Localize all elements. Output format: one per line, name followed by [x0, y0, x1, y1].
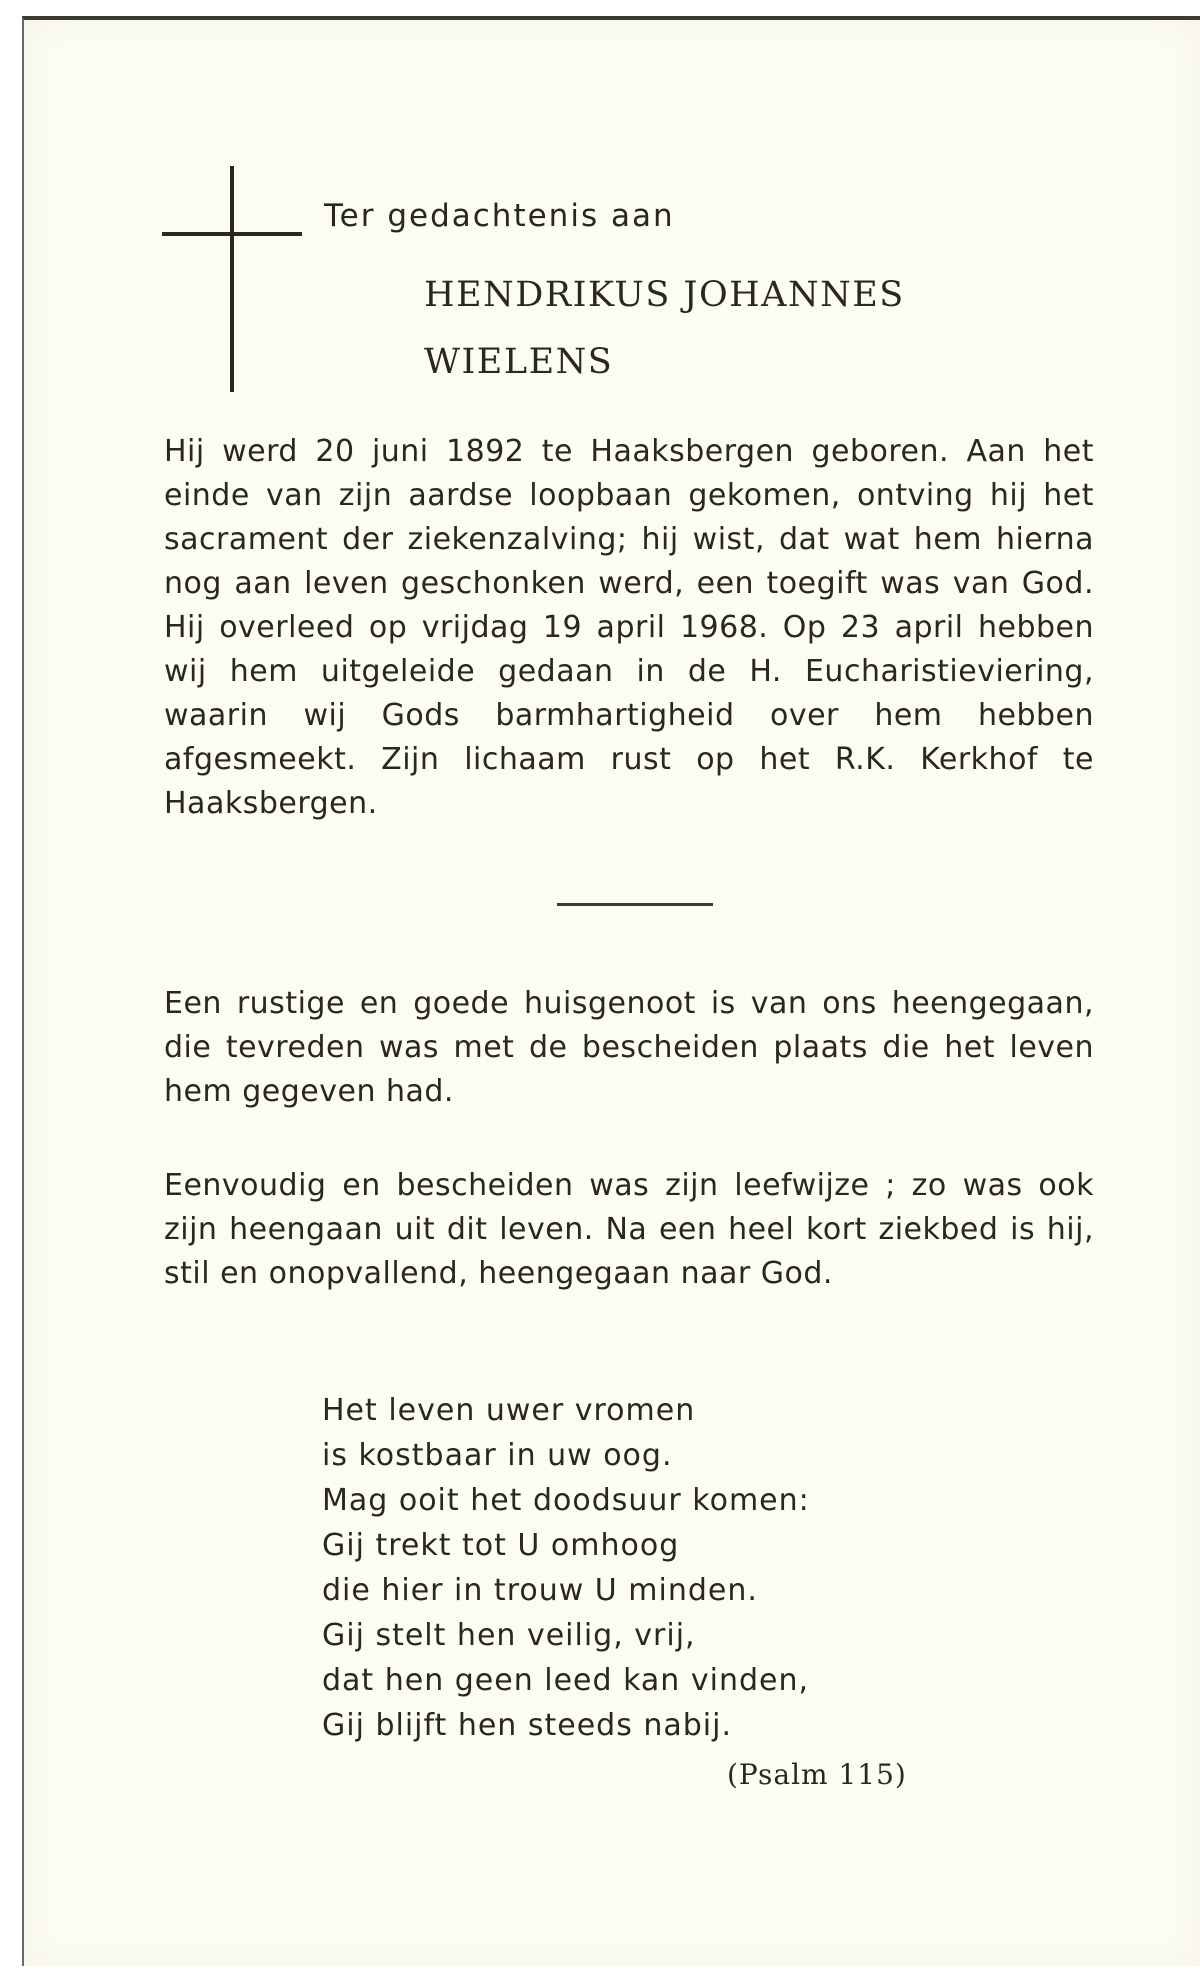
- tribute-paragraph-1: Een rustige en goede huisgenoot is van ons heengegaan, die tevreden was met de bescheiden plaats die het leven hem gegeven had.: [164, 986, 1094, 1109]
- deceased-name-first: HENDRIKUS JOHANNES: [424, 275, 905, 315]
- poem-line: Gij stelt hen veilig, vrij,: [322, 1618, 696, 1653]
- tribute-paragraph-2: Eenvoudig en bescheiden was zijn leefwijze ; zo was ook zijn heengaan uit dit leven. Na een heel kort ziekbed is hij, stil en onopvallend, heengegaan naar God.: [164, 1168, 1094, 1291]
- poem-line: Gij blijft hen steeds nabij.: [322, 1708, 733, 1743]
- cross-icon: [230, 166, 234, 392]
- psalm-citation: (Psalm 115): [727, 1758, 907, 1791]
- poem: [322, 1388, 810, 1748]
- section-divider: [557, 903, 713, 906]
- poem-line: Gij trekt tot U omhoog: [322, 1528, 680, 1563]
- intro-text: Ter gedachtenis aan: [324, 198, 675, 234]
- poem-line: die hier in trouw U minden.: [322, 1573, 758, 1608]
- poem-line: dat hen geen leed kan vinden,: [322, 1663, 810, 1698]
- poem-line: Mag ooit het doodsuur komen:: [322, 1483, 810, 1518]
- memorial-card: [22, 16, 1200, 1966]
- deceased-name-last: WIELENS: [424, 342, 614, 382]
- poem-line: Het leven uwer vromen: [322, 1393, 696, 1428]
- biography-paragraph: Hij werd 20 juni 1892 te Haaksbergen geboren. Aan het einde van zijn aardse loopbaan gekomen, ontving hij het sacrament der ziekenzalving; hij wist, dat wat hem hierna nog aan leven geschonken werd, een toegift was van God. Hij overleed op vrijdag 19 april 1968. Op 23 april hebben wij hem uitgeleide gedaan in de H. Eucharistieviering, waarin wij Gods barmhartigheid over hem hebben afgesmeekt. Zijn lichaam rust op het R.K. Kerkhof te Haaksbergen.: [164, 434, 1094, 821]
- cross-icon-bar: [162, 232, 302, 236]
- poem-line: is kostbaar in uw oog.: [322, 1438, 673, 1473]
